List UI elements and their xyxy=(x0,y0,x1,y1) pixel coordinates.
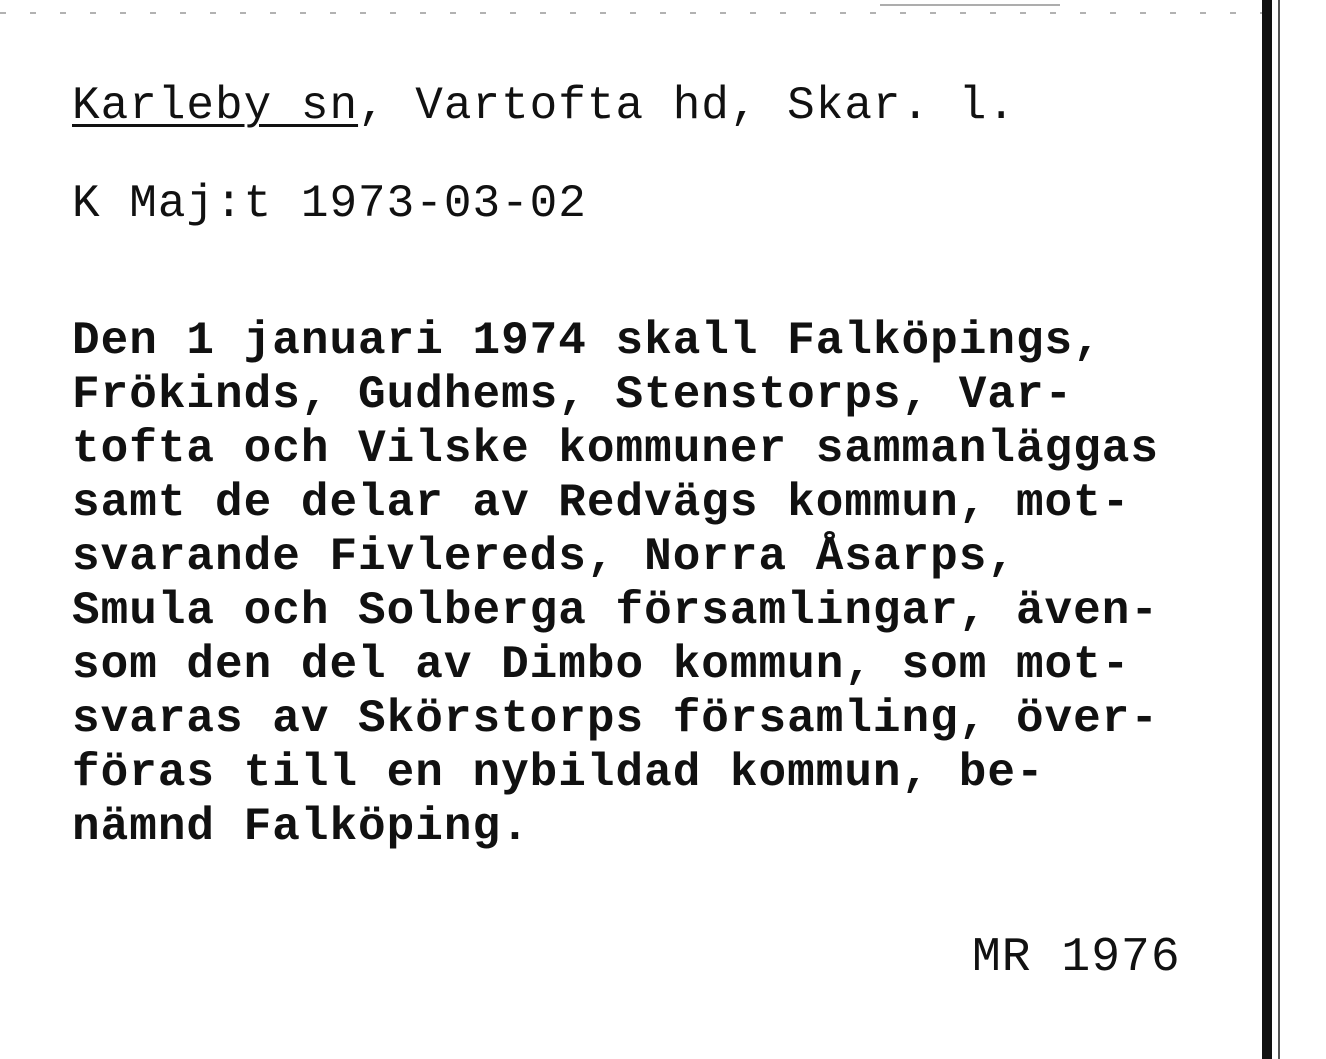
scan-noise-top-right xyxy=(880,4,1060,6)
body-text xyxy=(72,314,1242,854)
body-line: svaras av Skörstorps församling, över- xyxy=(72,693,1159,745)
parish-name: Karleby sn xyxy=(72,80,359,132)
card-edge-border xyxy=(1262,0,1272,1059)
body-line: som den del av Dimbo kommun, som mot- xyxy=(72,639,1131,691)
decision-date: K Maj:t 1973-03-02 xyxy=(72,178,587,230)
body-line: Smula och Solberga församlingar, även- xyxy=(72,585,1159,637)
body-line: tofta och Vilske kommuner sammanläggas xyxy=(72,423,1159,475)
scan-noise-top xyxy=(0,12,1262,14)
signature: MR 1976 xyxy=(972,931,1181,985)
body-line: samt de delar av Redvägs kommun, mot- xyxy=(72,477,1131,529)
body-line: svarande Fivlereds, Norra Åsarps, xyxy=(72,531,1016,583)
body-line: Frökinds, Gudhems, Stenstorps, Var- xyxy=(72,369,1074,421)
body-line: föras till en nybildad kommun, be- xyxy=(72,747,1045,799)
header-line xyxy=(72,78,1016,134)
card-edge-shadow xyxy=(1278,0,1280,1059)
body-line: nämnd Falköping. xyxy=(72,801,530,853)
header-rest: , Vartofta hd, Skar. l. xyxy=(358,80,1016,132)
body-line: Den 1 januari 1974 skall Falköpings, xyxy=(72,315,1102,367)
